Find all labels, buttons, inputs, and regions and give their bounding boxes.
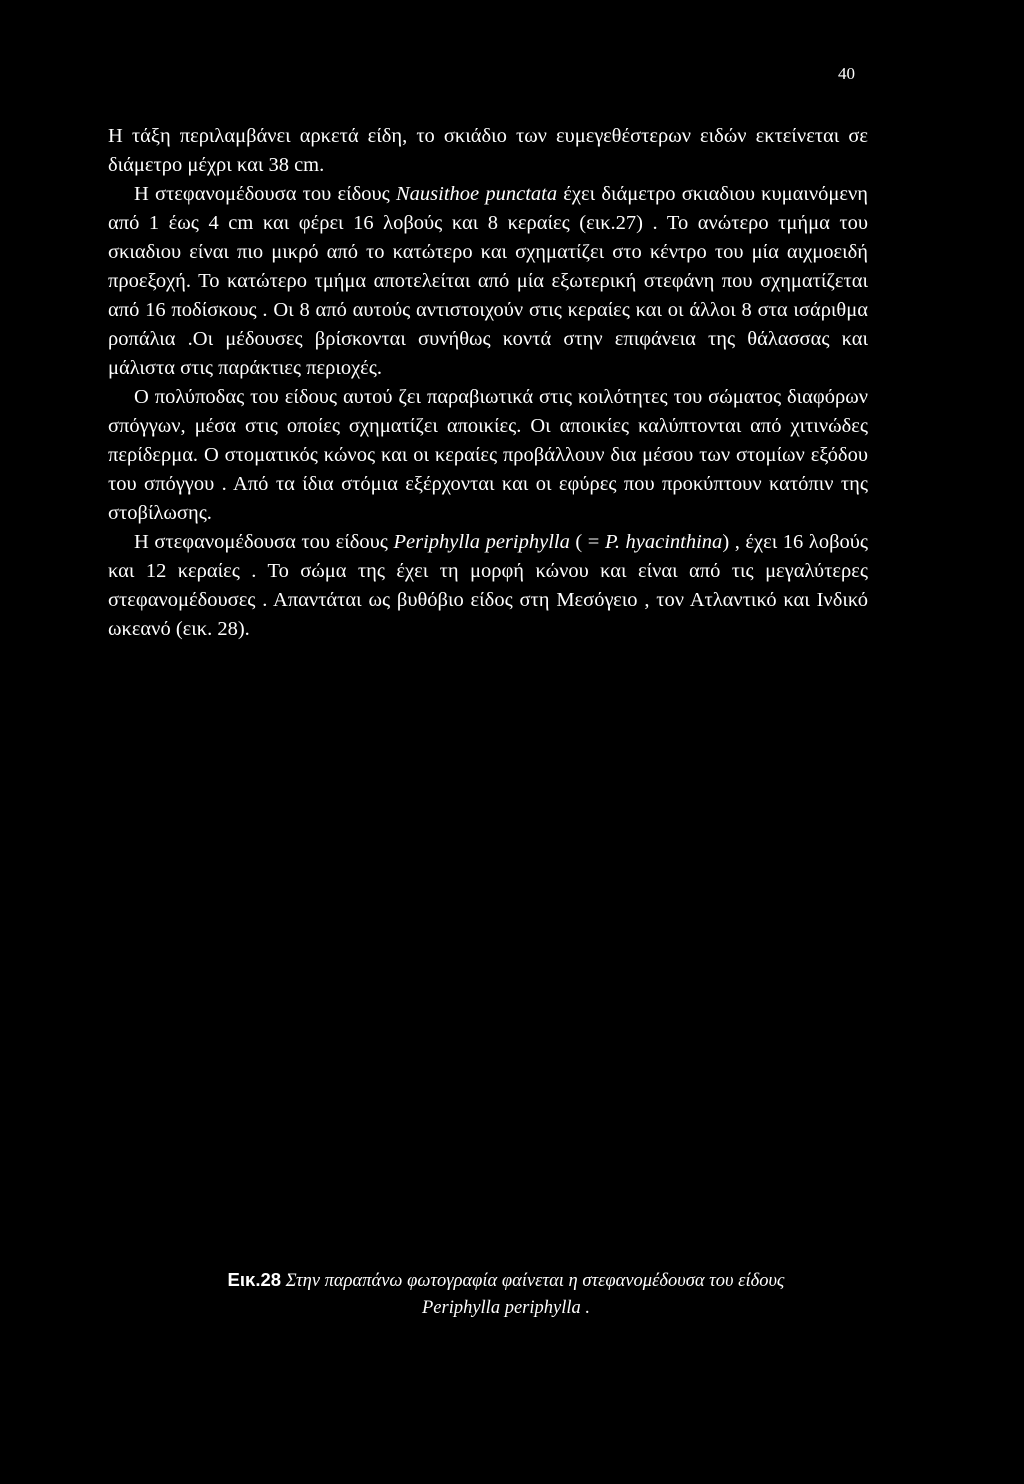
caption-end: . xyxy=(580,1298,590,1318)
paragraph-2 xyxy=(108,180,868,383)
p4-mid: ( = xyxy=(569,531,605,553)
species-synonym: P. hyacinthina xyxy=(604,531,723,553)
caption-text: Στην παραπάνω φωτογραφία φαίνεται η στεφανομέδουσα του είδους xyxy=(281,1271,785,1291)
page-number: 40 xyxy=(838,64,855,83)
paragraph-4 xyxy=(108,528,868,644)
p2-before: Η στεφανομέδουσα του είδους xyxy=(134,183,396,205)
species-name-periphylla: Periphylla periphylla xyxy=(393,531,570,553)
p2-after: έχει διάμετρο σκιαδιου κυμαινόμενη από 1 έως 4 cm και φέρει 16 λοβούς και 8 κεραίες (εικ.27) . Το ανώτερο τμήμα του σκιαδιου είναι πιο μικρό από το κατώτερο και σχηματίζει στο κέντρο του μία αιχμοειδή προεξοχή. Το κατώτερο τμήμα αποτελείται από μία εξωτερική στεφάνη που σχηματίζεται από 16 ποδίσκους . Οι 8 από αυτούς αντιστοιχούν στις κεραίες και οι άλλοι 8 στα ισάριθμα ροπάλια .Οι μέδουσες βρίσκονται συνήθως κοντά στην επιφάνεια της θάλασσας και μάλιστα στις παράκτιες περιοχές. xyxy=(108,183,869,379)
figure-caption xyxy=(146,1266,866,1322)
p4-after: ) , έχει 16 λοβούς και 12 κεραίες . Το σώμα της έχει τη μορφή κώνου και είναι από τις μεγαλύτερες στεφανομέδουσες . Απαντάται ως βυθόβιο είδος στη Μεσόγειο , τον Ατλαντικό και Ινδικό ωκεανό (εικ. 28). xyxy=(108,531,869,640)
body-text xyxy=(108,122,868,644)
paragraph-1: Η τάξη περιλαμβάνει αρκετά είδη, το σκιάδιο των ευμεγεθέστερων ειδών εκτείνεται σε διάμετρο μέχρι και 38 cm. xyxy=(108,125,868,176)
paragraph-3: Ο πολύποδας του είδους αυτού ζει παραβιωτικά στις κοιλότητες του σώματος διαφόρων σπόγγων, μέσα στις οποίες σχηματίζει αποικίες. Οι αποικίες καλύπτονται από χιτινώδες περίδερμα. Ο στοματικός κώνος και οι κεραίες προβάλλουν δια μέσου των στομίων εξόδου του σπόγγου . Από τα ίδια στόμια εξέρχονται και οι εφύρες που προκύπτουν κατόπιν της στοβίλωσης. xyxy=(108,386,868,524)
caption-label: Εικ.28 xyxy=(227,1269,282,1290)
caption-species: Periphylla periphylla xyxy=(421,1298,581,1318)
species-name-nausithoe: Nausithoe punctata xyxy=(396,183,558,205)
p4-before: Η στεφανομέδουσα του είδους xyxy=(134,531,394,553)
